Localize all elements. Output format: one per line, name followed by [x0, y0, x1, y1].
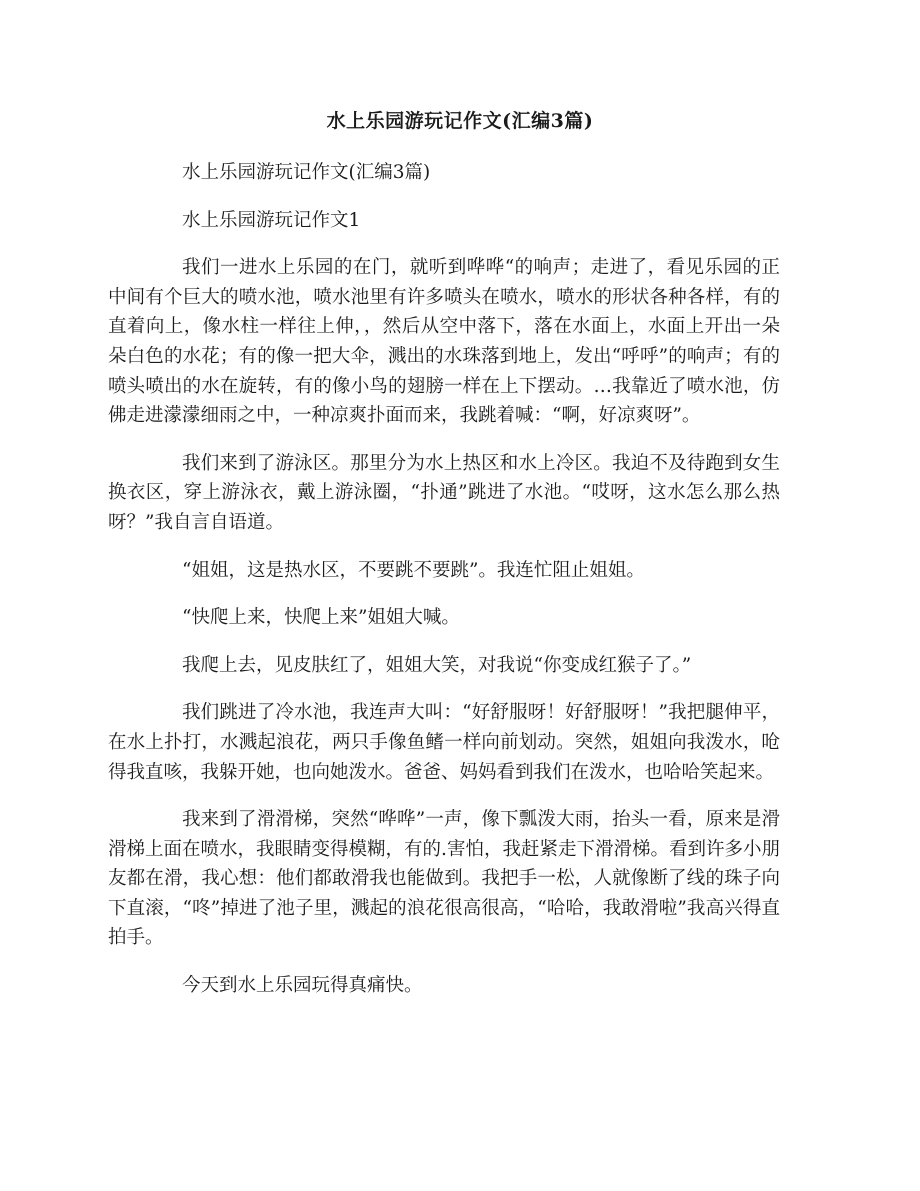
- paragraph-red-monkey: 我爬上去，见皮肤红了，姐姐大笑，对我说“你变成红猴子了。”: [182, 654, 692, 676]
- paragraph-swimming-area: 我们来到了游泳区。那里分为水上热区和水上冷区。我迫不及待跑到女生换衣区，穿上游泳衣，戴上游泳圈，“扑通”跳进了水池。“哎呀，这水怎么那么热呀？”我自言自语道。: [108, 452, 780, 533]
- paragraph-water-slide: 我来到了滑滑梯，突然“哗哗”一声，像下瓢泼大雨，抬头一看，原来是滑滑梯上面在喷水，我眼睛变得模糊，有的.害怕，我赶紧走下滑滑梯。看到许多小朋友都在滑，我心想：他们都敢滑我也能做到。我把手一松，人就像断了线的珠子向下直滚，“咚”掉进了池子里，溅起的浪花很高很高，“哈哈，我敢滑啦”我高兴得直拍手。: [108, 809, 780, 949]
- paragraph-warning-sister: “姐姐，这是热水区，不要跳不要跳”。我连忙阻止姐姐。: [182, 559, 645, 581]
- paragraph-climb-up: “快爬上来，快爬上来”姐姐大喊。: [182, 607, 460, 629]
- paragraph-cold-pool: 我们跳进了冷水池，我连声大叫：“好舒服呀！好舒服呀！”我把腿伸平，在水上扑打，水溅起浪花，两只手像鱼鳍一样向前划动。突然，姐姐向我泼水，呛得我直咳，我躲开她，也向她泼水。爸爸、妈妈看到我们在泼水，也哈哈笑起来。: [108, 702, 780, 783]
- document-title: 水上乐园游玩记作文(汇编3篇): [326, 110, 594, 132]
- paragraph-subtitle: 水上乐园游玩记作文(汇编3篇): [182, 162, 431, 183]
- paragraph-conclusion: 今天到水上乐园玩得真痛快。: [182, 975, 423, 997]
- paragraph-fountain: 我们一进水上乐园的在门，就听到哗哗“的响声；走进了，看见乐园的正中间有个巨大的喷水池，喷水池里有许多喷头在喷水，喷水的形状各种各样，有的直着向上，像水柱一样往上伸，，然后从空中落下，落在水面上，水面上开出一朵朵白色的水花；有的像一把大伞，溅出的水珠落到地上，发出“呼呼”的响声；有的喷头喷出的水在旋转，有的像小鸟的翅膀一样在上下摆动。…我靠近了喷水池，仿佛走进濛濛细雨之中，一种凉爽扑面而来，我跳着喊：“啊，好凉爽呀”。: [108, 257, 780, 427]
- document-body: [108, 158, 780, 1019]
- paragraph-section-heading: 水上乐园游玩记作文1: [182, 209, 361, 231]
